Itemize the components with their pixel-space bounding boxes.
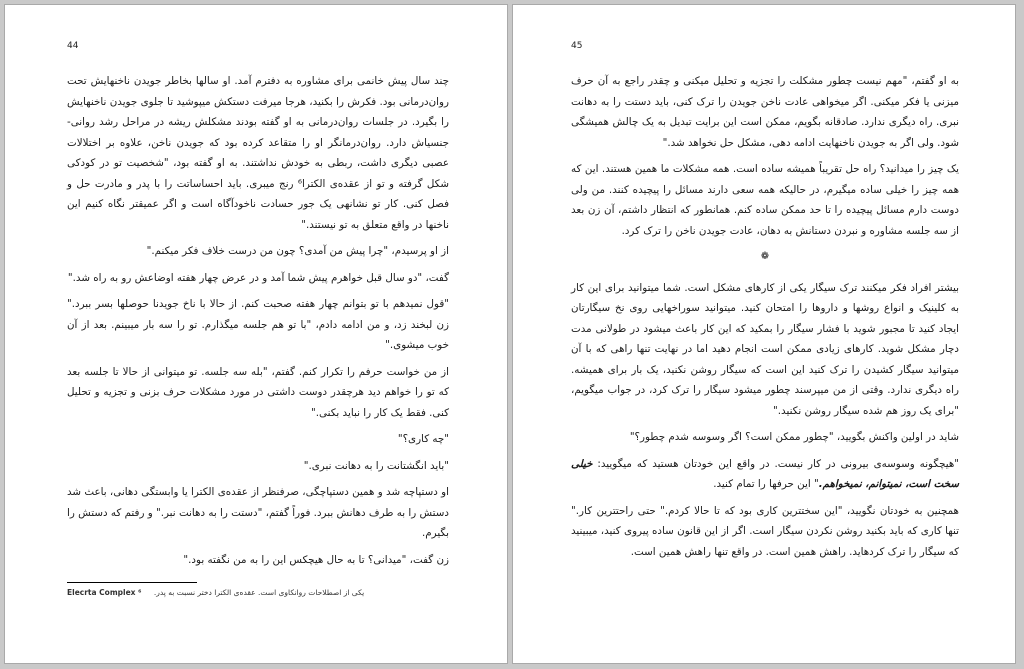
paragraph: شاید در اولین واکنش بگویید، "چطور ممکن است؟ اگر وسوسه شدم چطور؟" xyxy=(629,431,959,443)
footnote-text: یکی از اصطلاحات روانکاوی است. عقده‌ی الکترا دختر نسبت به پدر. xyxy=(153,588,365,597)
paragraph: بیشتر افراد فکر میکنند ترک سیگار یکی از کارهای مشکل است. شما میتوانید برای این کار به کلینیک و انواع روشها و داروها را امتحان کنید. میتوانید سوراخهایی روی نخ سیگارتان ایجاد کنید تا مجبور شوید با فشار سیگار را بمکید که این کار باعث میشود در طولانی مدت دچار مشکل شوید. کارهای زیادی ممکن است انجام دهید اما در نهایت تنها راهی که با آن میتوانید سیگار کشیدن را ترک کنید این است که سیگار روشن نکنید، یک بار برای همیشه. راه دیگری ندارد. وقتی از من میپرسند چطور میشود سیگار را ترک کرد، در جواب میگویم، "برای یک روز هم شده سیگار روشن نکنید." xyxy=(571,281,959,417)
footnote-term: Elecrta Complex ⁶ xyxy=(67,588,142,597)
paragraph: گفت، "دو سال قبل خواهرم پیش شما آمد و در عرض چهار هفته اوضاعش رو به راه شد." xyxy=(67,271,449,284)
paragraph: "چه کاری؟" xyxy=(397,433,449,445)
page-number: 44 xyxy=(67,41,79,51)
page-number: 45 xyxy=(571,41,583,51)
paragraph: "قول نمیدهم با تو بتوانم چهار هفته صحبت کنم. از حالا با ناخ جویدنا حوصلها بسر ببرد." زن لبخند زد، و من ادامه دادم، "با تو هم جلسه میگذارم. تو را سه بار میبینم. بعد از آن خوب میشوی." xyxy=(67,298,449,351)
right-page xyxy=(512,4,1016,664)
paragraph: زن گفت، "میدانی؟ تا به حال هیچکس این را به من نگفته بود." xyxy=(183,553,449,566)
paragraph: به او گفتم، "مهم نیست چطور مشکلت را تجزیه و تحلیل میکنی و چقدر راجع به آن حرف میزنی یا فکر میکنی. اگر میخواهی عادت ناخن جویدن را ترک کنی، باید دستت را به دهانت نبری. راه دیگری ندارد. صادقانه بگویم، ممکن است این برایت تبدیل به یک چالش همیشگی شود. ولی اگر به جویدن ناخنهایت ادامه دهی، مشکل حل نخواهد شد." xyxy=(571,75,959,149)
paragraph: او دستپاچه شد و همین دستپاچگی، صرفنظر از عقده‌ی الکترا یا وابستگی دهانی، باعث شد دستش را به طرف دهانش ببرد. فوراً گفتم، "دستت را به دهانت نبر." و رفتم که دستش را بگیرم. xyxy=(67,486,449,539)
quote-paragraph xyxy=(571,454,959,495)
footnote xyxy=(67,588,449,597)
paragraph: همچنین به خودتان نگویید، "این سختترین کاری بود که تا حالا کردم." حتی راحتترین کار." تنها کاری که باید بکنید روشن نکردن سیگار است. اگر از این قانون ساده پیروی کنید، میبینید که سیگار را ترک کردهاید. راهش همین است. در واقع تنها راهش همین است. xyxy=(571,504,959,558)
paragraph: چند سال پیش خانمی برای مشاوره به دفترم آمد. او سالها بخاطر جویدن ناخنهایش تحت روان‌درمانی بود. فکرش را بکنید، هرجا میرفت دستکش میپوشید تا جلوی جویدن ناخنهایش را بگیرد. در جلسات روان‌درمانی به او گفته بودند مشکلش ریشه در مراحل رشد روانی- جنسیاش دارد. روان‌درمانگر او را متقاعد کرده بود که جویدن ناخن، علاوه بر اختلالات عصبی دیگری داشت، ربطی به خودش نداشتند. به او گفته بود، "شخصیت تو در کودکی شکل گرفته و تو از عقده‌ی الکترا⁶ رنج میبری. باید احساساتت را با پدر و مادرت حل و فصل کنی. کار تو نشانهی یک جور حسادت ناخودآگاه است و اگر عمیقتر نگاه کنیم این ناخنها در واقع متعلق به تو نیستند." xyxy=(67,75,449,231)
paragraph: از او پرسیدم، "چرا پیش من آمدی؟ چون من درست خلاف فکر میکنم." xyxy=(146,245,449,257)
page-body xyxy=(67,71,449,576)
quote-text: "هیچگونه وسوسه‌ی بیرونی در کار نیست. در واقع این خودتان هستید که میگویید: xyxy=(592,457,959,470)
quote-text: " این حرفها را تمام کنید. xyxy=(713,478,819,490)
page-body xyxy=(571,71,959,568)
section-separator-icon: ❁ xyxy=(760,251,770,262)
paragraph: یک چیز را میدانید؟ راه حل تقریباً همیشه ساده است. همه مشکلات ما همین هستند. این که همه چیز را خیلی ساده میگیرم، در حالیکه همه سعی دارند مسائل را پیچیده کنند. من ولی دوست دارم مسائل پیچیده را تا حد ممکن ساده کنم. همانطور که انتظار داشتم، آن زن بعد از سه جلسه مشاوره و نبردن دستانش به دهان، عادت جویدن ناخن را ترک کرد. xyxy=(571,163,959,237)
left-page xyxy=(4,4,508,664)
emphasized-text: خیلی سخت است، نمیتوانم، نمیخواهم. xyxy=(571,457,959,490)
footnote-divider xyxy=(67,582,197,583)
paragraph: "باید انگشتانت را به دهانت نبری." xyxy=(303,459,449,472)
paragraph: از من خواست حرفم را تکرار کنم. گفتم، "بله سه جلسه. تو میتوانی از حالا تا جلسه بعد که تو را خواهم دید هرچقدر دوست داشتی در مورد مشکلات حرف بزنی و تجزیه و تحلیل کنی. فقط یک کار را نباید بکنی." xyxy=(67,365,449,419)
